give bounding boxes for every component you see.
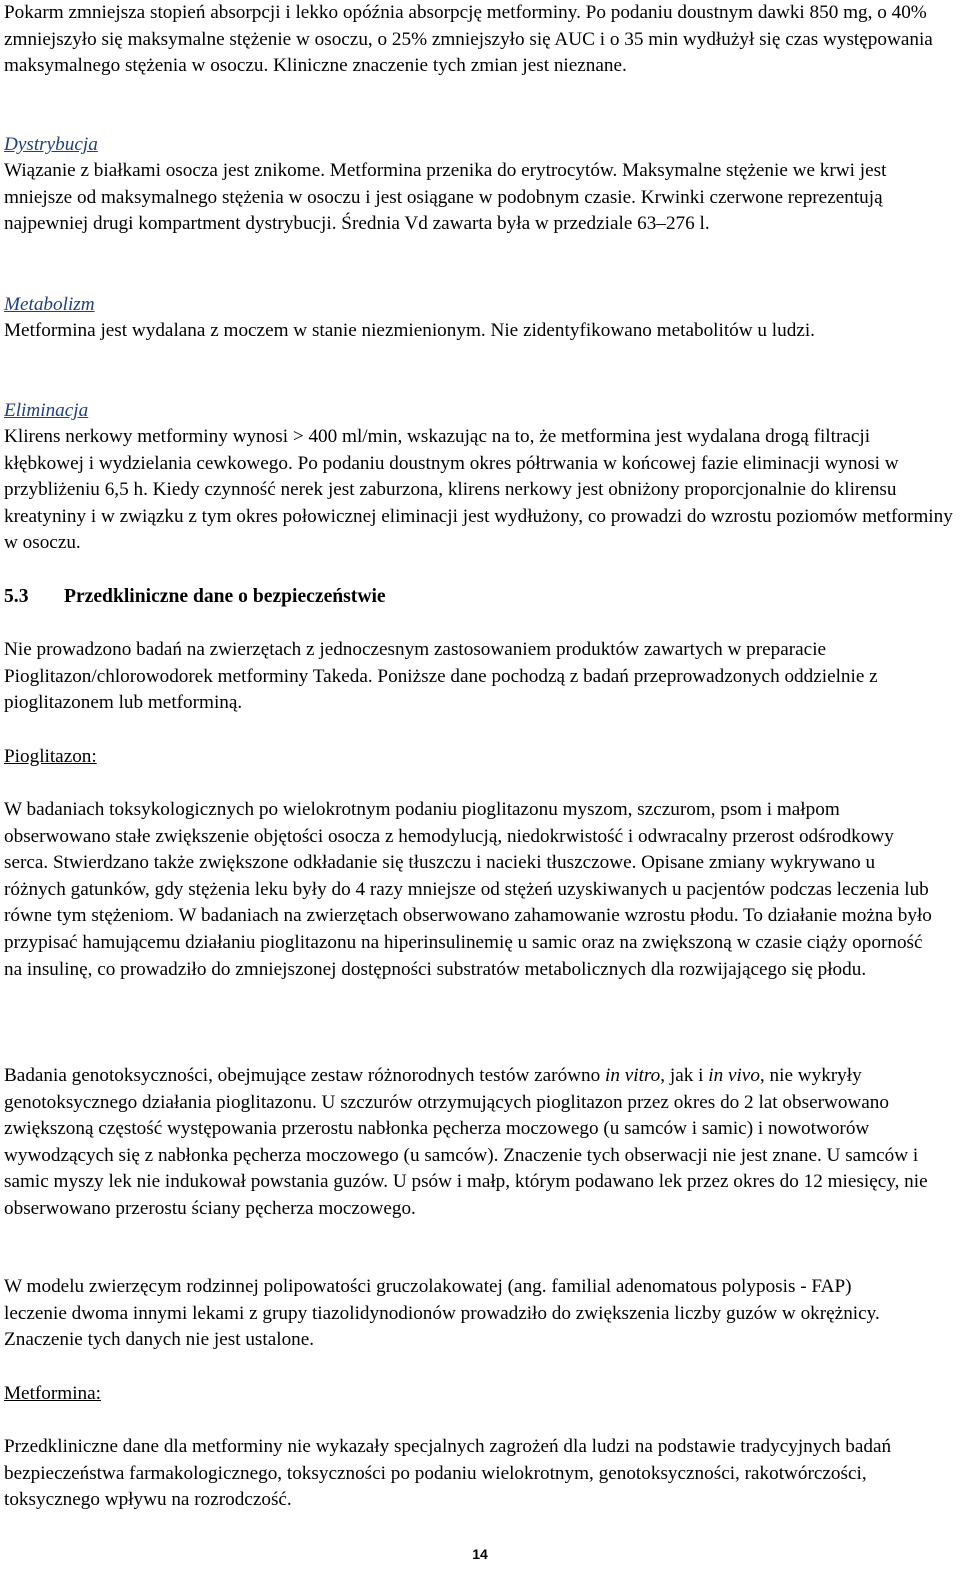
pioglitazone-paragraph-3: W modelu zwierzęcym rodzinnej polipowatości gruczolakowatej (ang. familial adenomatous polyposis - FAP) leczenie dwoma innymi lekami z grupy tiazolidynodionów prowadziło do zwiększenia liczby guzów w okrężnicy. Znaczenie tych danych nie jest ustalone. xyxy=(4,1276,880,1351)
distribution-heading: Dystrybucja xyxy=(4,134,98,155)
elimination-paragraph: Klirens nerkowy metforminy wynosi > 400 ml/min, wskazując na to, że metformina jest wydalana drogą filtracji kłębkowej i wydzielania cewkowego. Po podaniu doustnym okres półtrwania w końcowej fazie eliminacji wynosi w przybliżeniu 6,5 h. Kiedy czynność nerek jest zaburzona, klirens nerkowy jest obniżony proporcjonalnie do klirensu kreatyniny i w związku z tym okres połowicznej eliminacji jest wydłużony, co prowadzi do wzrostu poziomów metforminy w osoczu. xyxy=(4,426,953,554)
metabolism-heading: Metabolizm xyxy=(4,294,95,315)
elimination-heading: Eliminacja xyxy=(4,400,89,421)
section-heading xyxy=(4,584,386,610)
pioglitazone-heading: Pioglitazon: xyxy=(4,746,97,767)
metformin-heading: Metformina: xyxy=(4,1383,101,1404)
section-title: Przedkliniczne dane o bezpieczeństwie xyxy=(64,586,386,607)
in-vitro-term: in vitro xyxy=(605,1065,661,1086)
absorption-paragraph: Pokarm zmniejsza stopień absorpcji i lekko opóźnia absorpcję metforminy. Po podaniu doustnym dawki 850 mg, o 40% zmniejszyło się maksymalne stężenie w osoczu, o 25% zmniejszyło się AUC i o 35 min wydłużył się czas występowania maksymalnego stężenia w osoczu. Kliniczne znaczenie tych zmian jest nieznane. xyxy=(4,2,933,77)
distribution-paragraph: Wiązanie z białkami osocza jest znikome. Metformina przenika do erytrocytów. Maksymalne stężenie we krwi jest mniejsze od maksymalnego stężenia w osoczu i jest osiągane w podobnym czasie. Krwinki czerwone reprezentują najpewniej drugi kompartment dystrybucji. Średnia Vd zawarta była w przedziale 63–276 l. xyxy=(4,160,887,235)
section-number: 5.3 xyxy=(4,586,29,607)
pioglitazone-paragraph-2-part-a: Badania genotoksyczności, obejmujące zestaw różnorodnych testów zarówno xyxy=(4,1065,606,1086)
page-number: 14 xyxy=(472,1546,488,1562)
metabolism-paragraph: Metformina jest wydalana z moczem w stanie niezmienionym. Nie zidentyfikowano metabolitów u ludzi. xyxy=(4,320,815,341)
pioglitazone-paragraph-2-part-b: , jak i xyxy=(660,1065,709,1086)
pioglitazone-paragraph-2-part-c: , nie wykryły genotoksycznego działania pioglitazonu. U szczurów otrzymujących pioglitazon przez okres do 2 lat obserwowano zwiększoną częstość występowania przerostu nabłonka pęcherza moczowego (u samców i samic) i nowotworów wywodzących się z nabłonka pęcherza moczowego (u samców). Znaczenie tych obserwacji nie jest znane. U samców i samic myszy lek nie indukował powstania guzów. U psów i małp, którym podawano lek przez okres do 12 miesięcy, nie obserwowano przerostu ściany pęcherza moczowego. xyxy=(4,1065,928,1219)
section-intro-paragraph: Nie prowadzono badań na zwierzętach z jednoczesnym zastosowaniem produktów zawartych w preparacie Pioglitazon/chlorowodorek metforminy Takeda. Poniższe dane pochodzą z badań przeprowadzonych oddzielnie z pioglitazonem lub metforminą. xyxy=(4,639,878,714)
pioglitazone-paragraph-1: W badaniach toksykologicznych po wielokrotnym podaniu pioglitazonu myszom, szczurom, psom i małpom obserwowano stałe zwiększenie objętości osocza z hemodylucją, niedokrwistość i odwracalny przerost odśrodkowy serca. Stwierdzano także zwiększone odkładanie się tłuszczu i nacieki tłuszczowe. Opisane zmiany wykrywano u różnych gatunków, gdy stężenia leku były do 4 razy mniejsze od stężeń uzyskiwanych u pacjentów podczas leczenia lub równe tym stężeniom. W badaniach na zwierzętach obserwowano zahamowanie wzrostu płodu. To działanie można było przypisać hamującemu działaniu pioglitazonu na hiperinsulinemię u samic oraz na zwiększoną w czasie ciąży oporność na insulinę, co prowadziło do zmniejszonej dostępności substratów metabolicznych dla rozwijającego się płodu. xyxy=(4,799,932,980)
metformin-paragraph: Przedkliniczne dane dla metforminy nie wykazały specjalnych zagrożeń dla ludzi na podstawie tradycyjnych badań bezpieczeństwa farmakologicznego, toksyczności po podaniu wielokrotnym, genotoksyczności, rakotwórczości, toksycznego wpływu na rozrodczość. xyxy=(4,1436,892,1511)
in-vivo-term: in vivo xyxy=(708,1065,760,1086)
pioglitazone-paragraph-2 xyxy=(4,1063,954,1223)
